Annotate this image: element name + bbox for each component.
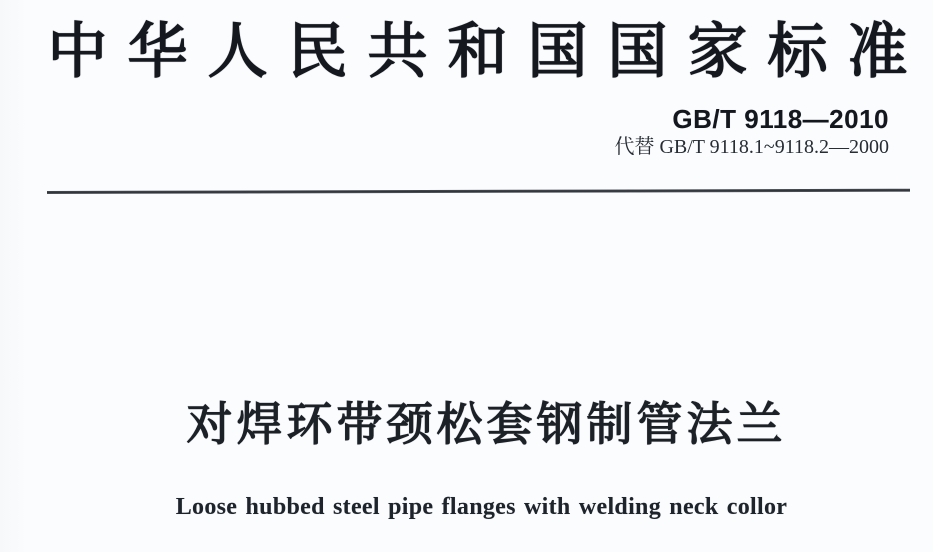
standard-code-block [614, 104, 889, 159]
divider-line [47, 189, 910, 194]
document-title-chinese: 对焊环带颈松套钢制管法兰 [186, 397, 787, 451]
standard-code: GB/T 9118—2010 [672, 104, 889, 134]
document-title-english: Loose hubbed steel pipe flanges with welding neck collor [175, 494, 788, 520]
replaces-note: 代替 GB/T 9118.1~9118.2—2000 [614, 136, 889, 158]
national-standard-heading: 中华人民共和国国家标准 [47, 19, 928, 85]
